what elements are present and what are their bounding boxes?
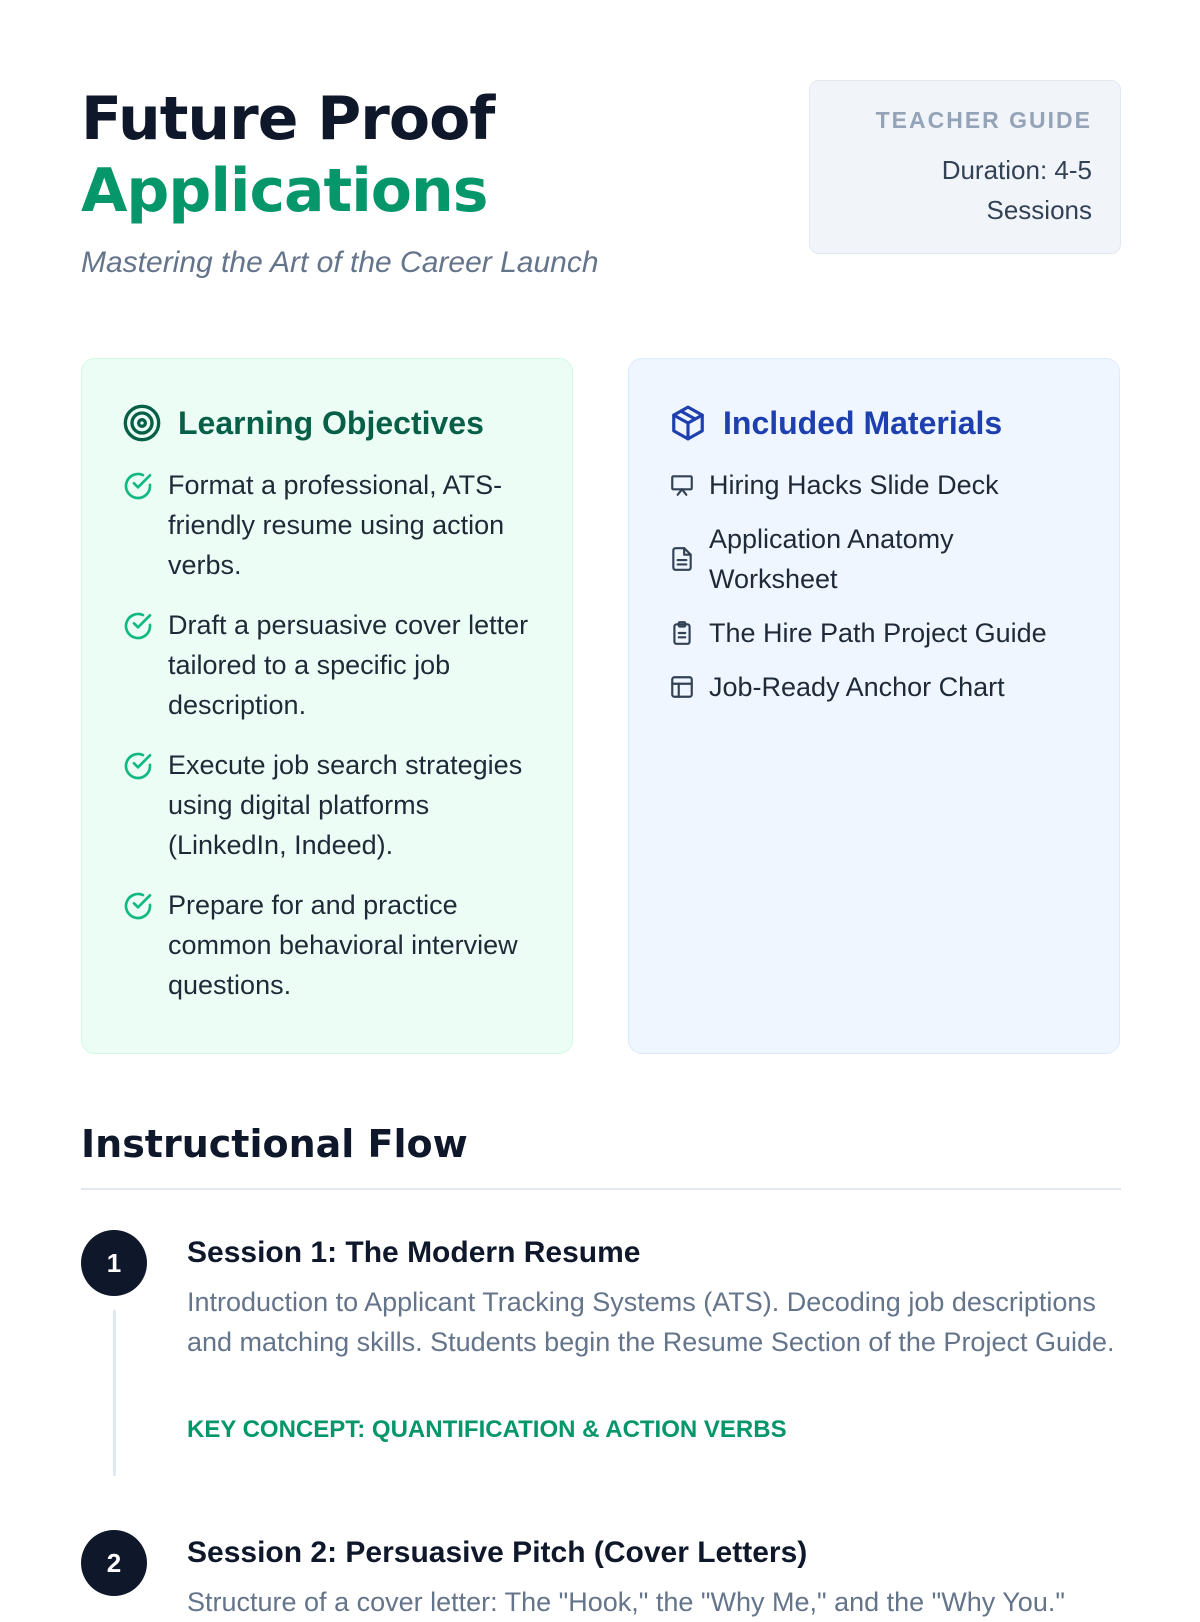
included-materials-header	[669, 401, 1079, 445]
objectives-list	[122, 465, 532, 1005]
section-divider	[81, 1188, 1121, 1190]
learning-objectives-title: Learning Objectives	[178, 404, 484, 441]
session-title: Session 1: The Modern Resume	[187, 1236, 641, 1269]
objective-item	[122, 605, 532, 725]
layout-icon	[669, 674, 695, 700]
presentation-icon	[669, 472, 695, 498]
objective-text: Execute job search strategies using digital platforms (LinkedIn, Indeed).	[168, 750, 523, 860]
objective-item	[122, 885, 532, 1005]
check-circle-icon	[122, 610, 154, 642]
objective-text: Draft a persuasive cover letter tailored to a specific job description.	[168, 610, 529, 720]
session-number-badge: 1	[81, 1230, 147, 1296]
teacher-guide-box	[809, 80, 1121, 254]
session-description: Structure of a cover letter: The "Hook," the "Why Me," and the "Why You."	[187, 1587, 1065, 1617]
objective-item	[122, 745, 532, 865]
objective-text: Prepare for and practice common behavioral interview questions.	[168, 890, 518, 1000]
session-title: Session 2: Persuasive Pitch (Cover Letters)	[187, 1536, 808, 1569]
timeline-connector	[113, 1310, 116, 1476]
objective-item	[122, 465, 532, 585]
page-title-line1: Future Proof	[81, 84, 495, 154]
material-label: Hiring Hacks Slide Deck	[709, 470, 999, 500]
session-number-badge: 2	[81, 1530, 147, 1596]
clipboard-icon	[669, 620, 695, 646]
package-icon	[669, 404, 707, 442]
learning-objectives-header	[122, 401, 532, 445]
page-subtitle: Mastering the Art of the Career Launch	[81, 246, 599, 279]
key-concept: KEY CONCEPT: QUANTIFICATION & ACTION VERBS	[187, 1416, 787, 1443]
document-icon	[669, 546, 695, 572]
material-item	[669, 613, 1079, 653]
page-header	[81, 80, 1121, 300]
material-item	[669, 465, 1079, 505]
material-item	[669, 667, 1079, 707]
check-circle-icon	[122, 470, 154, 502]
included-materials-card	[628, 358, 1120, 1054]
duration-text: Duration: 4-5 Sessions	[941, 155, 1092, 225]
check-circle-icon	[122, 750, 154, 782]
learning-objectives-card	[81, 358, 573, 1054]
session-description: Introduction to Applicant Tracking Systems (ATS). Decoding job descriptions and matching skills. Students begin the Resume Section of the Project Guide.	[187, 1287, 1115, 1357]
instructional-flow-title: Instructional Flow	[81, 1122, 468, 1166]
material-item	[669, 519, 1079, 599]
target-icon	[122, 403, 162, 443]
material-label: Application Anatomy Worksheet	[709, 524, 954, 594]
material-label: Job-Ready Anchor Chart	[709, 672, 1005, 702]
page-title-line2: Applications	[81, 156, 488, 226]
materials-list	[669, 465, 1079, 707]
material-label: The Hire Path Project Guide	[709, 618, 1047, 648]
included-materials-title: Included Materials	[723, 404, 1003, 441]
objective-text: Format a professional, ATS-friendly resume using action verbs.	[168, 470, 505, 580]
check-circle-icon	[122, 890, 154, 922]
teacher-guide-label: TEACHER GUIDE	[875, 107, 1092, 133]
